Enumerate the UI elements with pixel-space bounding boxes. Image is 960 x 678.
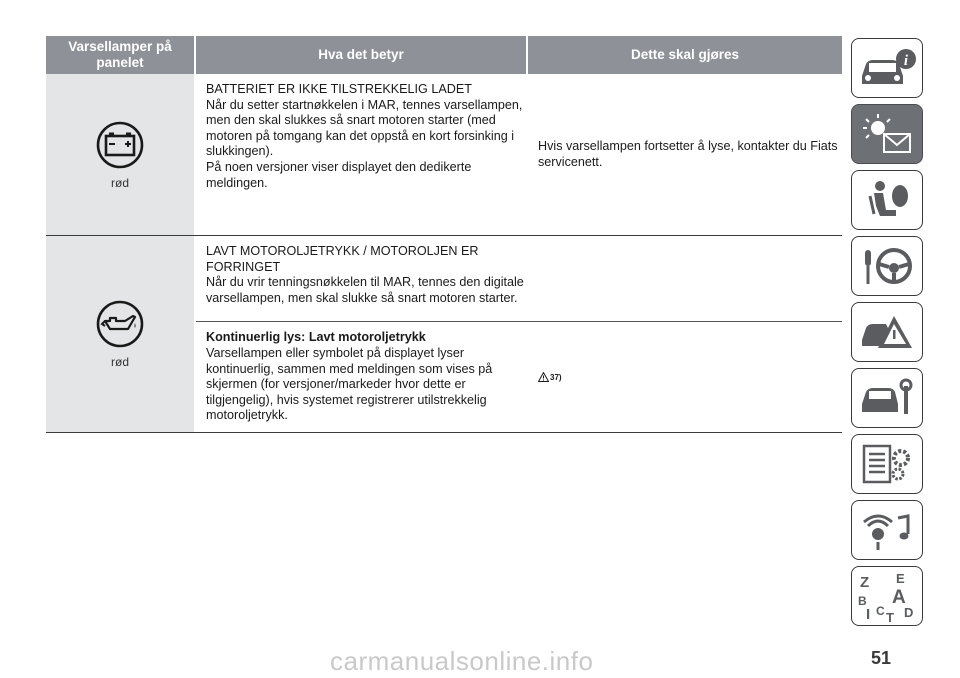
- svg-text:T: T: [886, 610, 894, 623]
- chapter-tab-safety[interactable]: [851, 170, 923, 230]
- warning-triangle-icon: [538, 372, 549, 382]
- action-cell: [528, 74, 842, 235]
- watermark: carmanualsonline.info: [330, 646, 594, 676]
- warning-ref-number: 37): [550, 373, 562, 383]
- warning-light-cell: [46, 236, 194, 432]
- chapter-tab-warning-lights[interactable]: [851, 104, 923, 164]
- meaning-action-cell: [196, 236, 842, 432]
- warning-light-cell: [46, 74, 194, 235]
- meaning-text: Når du vrir tenningsnøkkelen til MAR, tennes den digitale varsellampen, men skal slukke så snart motoren starter.: [206, 275, 524, 305]
- meaning-text: Når du setter startnøkkelen i MAR, tennes varsellampen, men den skal slukkes så snart motoren starter (med motoren på tomgang kan det oppstå en kort forsinking i slukkingen).: [206, 97, 523, 159]
- svg-text:A: A: [892, 587, 906, 608]
- meaning-title: LAVT MOTOROLJETRYKK / MOTOROLJEN ER FORRINGET: [206, 244, 479, 274]
- page-number: 51: [871, 648, 892, 668]
- table-header: [46, 36, 842, 74]
- key-steering-wheel-icon: [856, 242, 918, 290]
- header-warning-lights: Varsellamper på panelet: [46, 36, 194, 74]
- chapter-sidebar: [851, 38, 925, 632]
- svg-text:I: I: [866, 606, 871, 623]
- svg-text:D: D: [904, 605, 914, 620]
- chapter-tab-multimedia[interactable]: [851, 500, 923, 560]
- warning-reference: [538, 330, 562, 424]
- alphabet-index-icon: [856, 569, 918, 623]
- meaning-sub-block: [196, 236, 842, 322]
- chapter-tab-car-info[interactable]: [851, 38, 923, 98]
- signal-music-icon: [856, 506, 918, 554]
- chapter-tab-technical-data[interactable]: [851, 434, 923, 494]
- meaning-cell: [196, 74, 526, 235]
- car-info-icon: [856, 46, 918, 90]
- action-text: Hvis varsellampen fortsetter å lyse, kontakter du Fiats servicenett.: [538, 138, 838, 169]
- table-row: [46, 74, 842, 236]
- chapter-tab-index[interactable]: [851, 566, 923, 626]
- chapter-tab-emergency[interactable]: [851, 302, 923, 362]
- warning-light-message-icon: [856, 110, 918, 158]
- car-wrench-icon: [856, 374, 918, 422]
- header-action: Dette skal gjøres: [528, 36, 842, 74]
- icon-color-label: rød: [111, 175, 129, 190]
- chapter-tab-maintenance[interactable]: [851, 368, 923, 428]
- svg-text:B: B: [858, 594, 867, 608]
- battery-icon: [95, 120, 145, 170]
- oil-can-icon: [95, 299, 145, 349]
- table-row: [46, 236, 842, 433]
- chapter-tab-starting-driving[interactable]: [851, 236, 923, 296]
- meaning-title: BATTERIET ER IKKE TILSTREKKELIG LADET: [206, 82, 472, 96]
- meaning-text: På noen versjoner viser displayet den dedikerte meldingen.: [206, 159, 472, 190]
- svg-text:C: C: [876, 604, 885, 618]
- meaning-subtitle: Kontinuerlig lys: Lavt motoroljetrykk: [206, 330, 426, 345]
- svg-text:E: E: [896, 571, 905, 586]
- meaning-text: Varsellampen eller symbolet på displayet lyser kontinuerlig, sammen med meldingen som vises på skjermen (for versjoner/markeder hvor dette er tilgjengelig), hvis systemet registrerer utilstrekkelig motoroljetrykk.: [206, 346, 493, 423]
- car-crash-warning-icon: [856, 308, 918, 356]
- seat-airbag-icon: [856, 176, 918, 224]
- header-meaning: Hva det betyr: [196, 36, 526, 74]
- icon-color-label: rød: [111, 355, 129, 369]
- meaning-sub-block: [196, 322, 842, 432]
- warning-lights-table: [46, 36, 842, 433]
- list-gear-icon: [856, 440, 918, 488]
- svg-text:i: i: [903, 53, 909, 69]
- svg-text:Z: Z: [860, 574, 870, 591]
